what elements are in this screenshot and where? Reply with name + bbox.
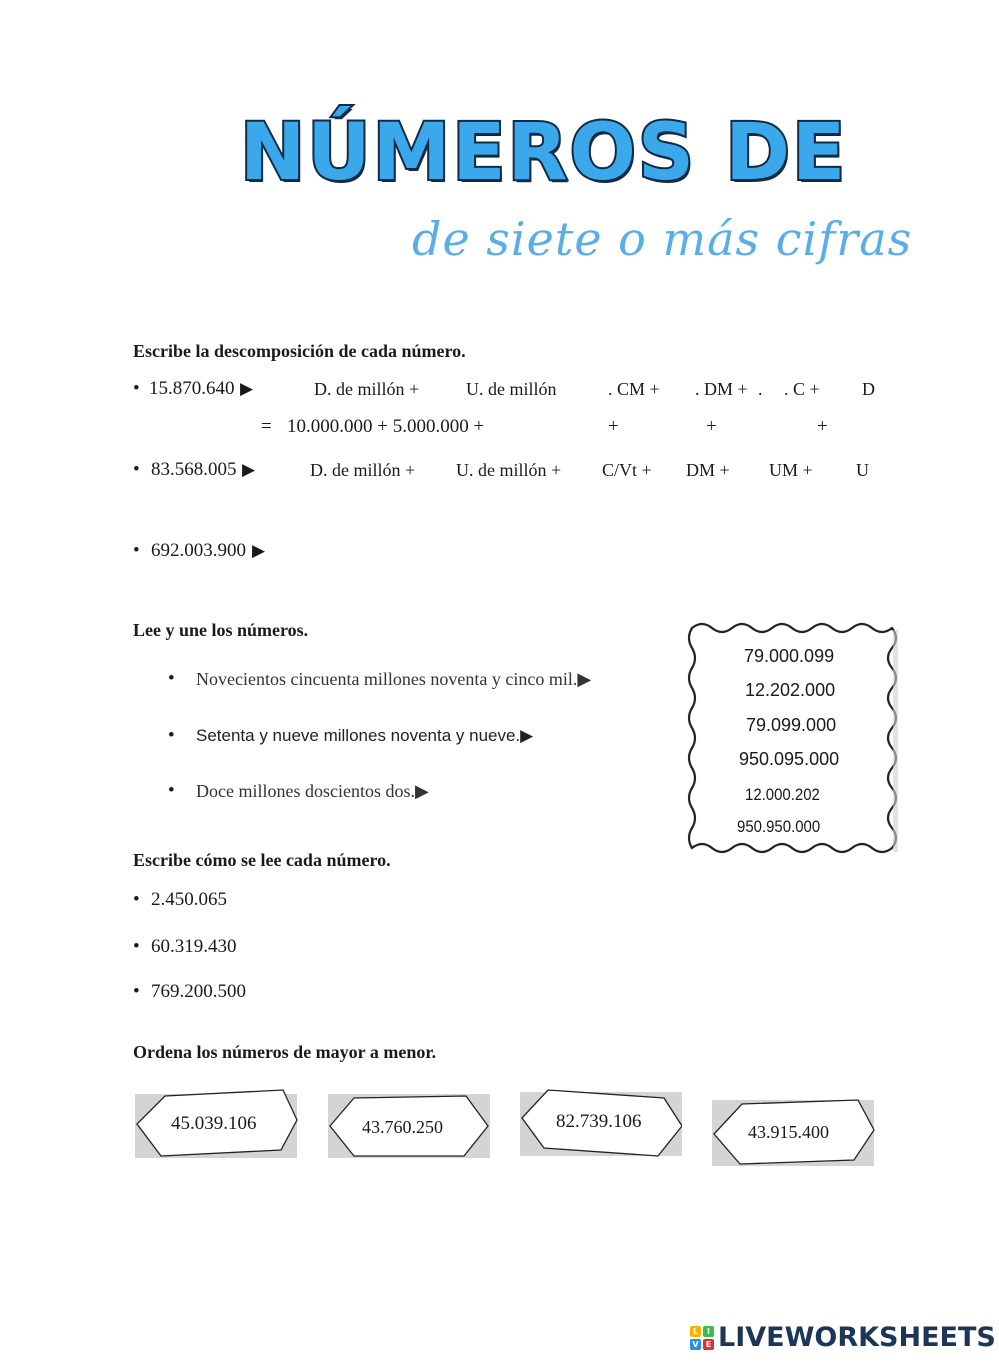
logo-grid-icon: L I V E	[690, 1326, 714, 1350]
box-number-3: 79.099.000	[746, 715, 837, 735]
order-tag-2-label: 43.760.250	[362, 1117, 443, 1137]
item3-bullet: •	[168, 780, 175, 801]
row1b-plus-1: +	[608, 416, 619, 437]
row1-label-um: U. de millón	[466, 379, 557, 399]
row1-label-d: D	[862, 379, 875, 399]
row3-bullet: •	[133, 540, 140, 561]
row1-label-dmil: . DM +	[695, 379, 748, 399]
reading-item-1: Novecientos cincuenta millones noventa y cinco mil.▶	[196, 669, 592, 689]
row2-bullet: •	[133, 459, 140, 480]
row1-label-c: . C +	[784, 379, 820, 399]
row1-label-dot: .	[758, 379, 763, 399]
liveworksheets-logo[interactable]	[690, 1322, 996, 1353]
row1b-values: 10.000.000 + 5.000.000 +	[287, 416, 485, 437]
logo-text: LIVEWORKSHEETS	[718, 1322, 996, 1353]
read-number-3: 769.200.500	[151, 981, 246, 1002]
box-number-6: 950.950.000	[737, 817, 821, 836]
order-tag-4-label: 43.915.400	[748, 1122, 829, 1142]
s3-bullet-1: •	[133, 889, 140, 910]
row1-arrow-icon: ▶	[240, 379, 254, 398]
row1-number: 15.870.640	[149, 378, 235, 399]
row1b-plus-2: +	[706, 416, 717, 437]
row2-label-umil: UM +	[769, 460, 813, 480]
row1-label-cm: . CM +	[608, 379, 660, 399]
row3-arrow-icon: ▶	[252, 541, 266, 560]
box-number-1: 79.000.099	[744, 646, 835, 666]
s3-bullet-2: •	[133, 936, 140, 957]
section3-heading: Escribe cómo se lee cada número.	[133, 850, 391, 870]
row1b-equals: =	[261, 416, 272, 437]
item2-bullet: •	[168, 725, 175, 746]
section1-heading: Escribe la descomposición de cada número.	[133, 341, 466, 361]
page-title: NÚMEROS DE	[240, 108, 848, 198]
box-number-2: 12.202.000	[745, 680, 836, 700]
row2-label-um: U. de millón +	[456, 460, 562, 480]
read-number-2: 60.319.430	[151, 936, 237, 957]
order-tag-3-label: 82.739.106	[556, 1111, 642, 1132]
row1-bullet: •	[133, 378, 140, 399]
row2-arrow-icon: ▶	[242, 460, 256, 479]
row2-label-c: C/Vt +	[602, 460, 652, 480]
section2-heading: Lee y une los números.	[133, 620, 309, 640]
box-number-5: 12.000.202	[745, 785, 820, 804]
order-tag-1-label: 45.039.106	[171, 1113, 257, 1134]
row3-number: 692.003.900	[151, 540, 246, 561]
row2-label-dm: D. de millón +	[310, 460, 416, 480]
row1-label-dm: D. de millón +	[314, 379, 420, 399]
order-tag-4[interactable]	[712, 1098, 876, 1166]
row1b-plus-3: +	[817, 416, 828, 437]
page-subtitle: de siete o más cifras	[412, 212, 913, 266]
reading-item-2: Setenta y nueve millones noventa y nueve.▶	[196, 726, 534, 745]
s3-bullet-3: •	[133, 981, 140, 1002]
reading-item-3: Doce millones doscientos dos.▶	[196, 781, 429, 801]
box-number-4: 950.095.000	[739, 749, 840, 769]
row2-number: 83.568.005	[151, 459, 237, 480]
order-tag-2[interactable]	[328, 1094, 490, 1160]
read-number-1: 2.450.065	[151, 889, 227, 910]
row2-label-u: U	[856, 460, 869, 480]
row2-label-dmil: DM +	[686, 460, 730, 480]
order-tag-1[interactable]	[135, 1088, 299, 1160]
order-tag-3[interactable]	[520, 1088, 682, 1160]
section4-heading: Ordena los números de mayor a menor.	[133, 1042, 437, 1062]
item1-bullet: •	[168, 668, 175, 689]
